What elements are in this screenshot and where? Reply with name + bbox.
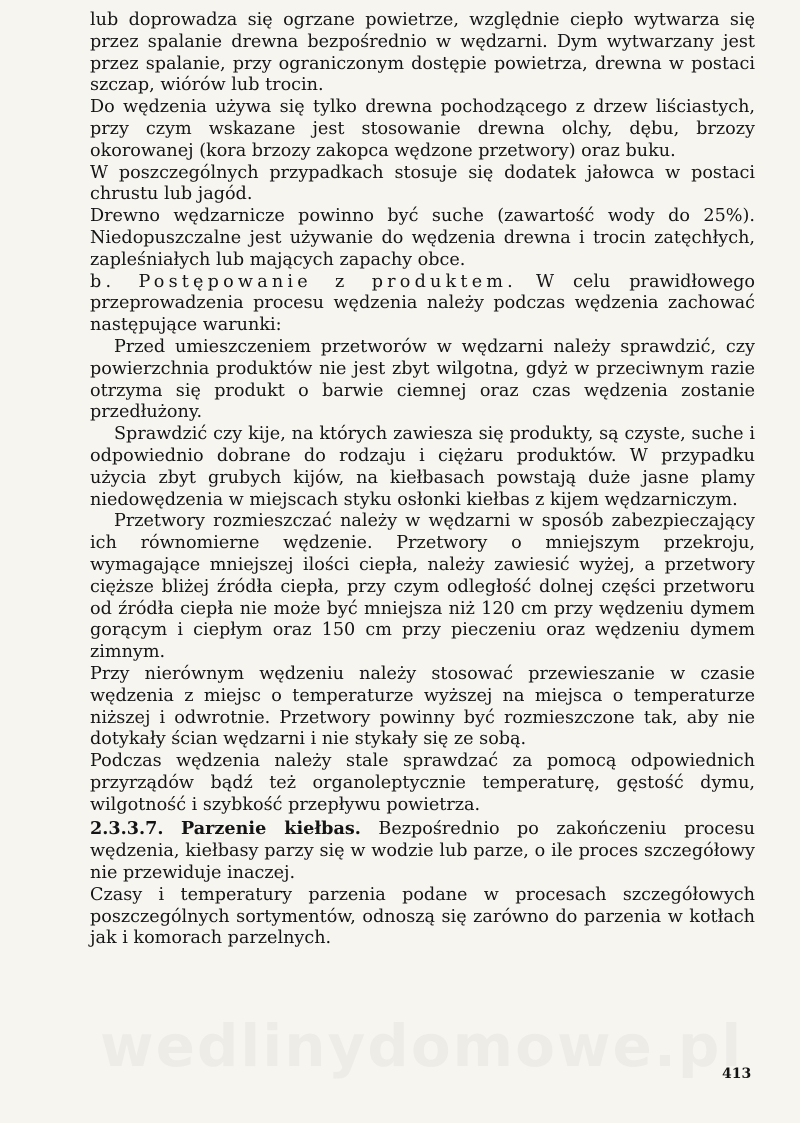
paragraph-uneven-smoking: Przy nierównym wędzeniu należy stosować przewieszanie w czasie wędzenia z miejsc o temperaturze wyższej na miejsca o temperaturze niższej i odwrotnie. Przetwory powinny być rozmieszczone tak, aby nie dotykały ścian wędzarni i nie stykały się ze sobą. [90, 663, 755, 750]
subsection-intro: W celu prawidłowego przeprowadzenia procesu wędzenia należy podczas wędzenia zachować następujące warunki: [90, 271, 756, 336]
section-sausage-scalding [90, 818, 755, 884]
paragraph-surface-moisture: Przed umieszczeniem przetworów w wędzarni należy sprawdzić, czy powierzchnia produktów nie jest zbyt wilgotna, gdyż w przeciwnym razie otrzyma się produkt o barwie ciemnej oraz czas wędzenia zostanie przedłużony. [90, 336, 755, 423]
paragraph-wood-types: Do wędzenia używa się tylko drewna pochodzącego z drzew liściastych, przy czym wskazane jest stosowanie drewna olchy, dębu, brzozy okorowanej (kora brzozy zakopca wędzone przetwory) oraz buku. [90, 97, 755, 161]
watermark [100, 1012, 740, 1080]
paragraph-smoke-generation: lub doprowadza się ogrzane powietrze, względnie ciepło wytwarza się przez spalanie drewna bezpośrednio w wędzarni. Dym wytwarzany jest przez spalanie, przy ograniczonym dostępie powietrza, drewna w postaci szczap, wiórów lub trocin. [90, 10, 755, 96]
body-text [90, 10, 755, 950]
paragraph-monitoring: Podczas wędzenia należy stale sprawdzać za pomocą odpowiednich przyrządów bądź też organoleptycznie temperaturę, gęstość dymu, wilgotność i szybkość przepływu powietrza. [90, 751, 755, 815]
section-title: Parzenie kiełbas. [180, 818, 361, 840]
paragraph-placement: Przetwory rozmieszczać należy w wędzarni w sposób zabezpieczający ich równomierne wędzenie. Przetwory o mniejszym przekroju, wymagające mniejszej ilości ciepła, należy zawiesić wyżej, a przetwory cięższe bliżej źródła ciepła, przy czym odległość dolnej części przetworu od źródła ciepła nie może być mniejsza niż 120 cm przy wędzeniu dymem gorącym i ciepłym oraz 150 cm przy pieczeniu oraz wędzeniu dymem zimnym. [90, 511, 755, 663]
paragraph-scalding-times: Czasy i temperatury parzenia podane w procesach szczegółowych poszczególnych sortymentów, odnoszą się zarówno do parzenia w kotłach jak i komorach parzelnych. [90, 884, 755, 949]
paragraph-smoke-sticks: Sprawdzić czy kije, na których zawiesza się produkty, są czyste, suche i odpowiednio dobrane do rodzaju i ciężaru produktów. W przypadku użycia zbyt grubych kijów, na kiełbasach powstają duże jasne plamy niedowędzenia w miejscach styku osłonki kiełbas z kijem wędzarniczym. [90, 424, 755, 510]
paragraph-wood-moisture: Drewno wędzarnicze powinno być suche (zawartość wody do 25%). Niedopuszczalne jest używanie do wędzenia drewna i trocin zatęchłych, zapleśniałych lub mających zapachy obce. [90, 206, 755, 270]
section-body: Bezpośrednio po zakończeniu procesu wędzenia, kiełbasy parzy się w wodzie lub parze, o ile proces szczegółowy nie przewiduje inaczej. [90, 819, 755, 884]
page-number: 413 [722, 1066, 752, 1082]
subsection-label: b. Postępowanie z produktem. [90, 271, 517, 292]
section-number: 2.3.3.7. [90, 818, 164, 840]
paragraph-juniper: W poszczególnych przypadkach stosuje się dodatek jałowca w postaci chrustu lub jagód. [90, 162, 755, 205]
paragraph-product-handling [90, 272, 755, 337]
